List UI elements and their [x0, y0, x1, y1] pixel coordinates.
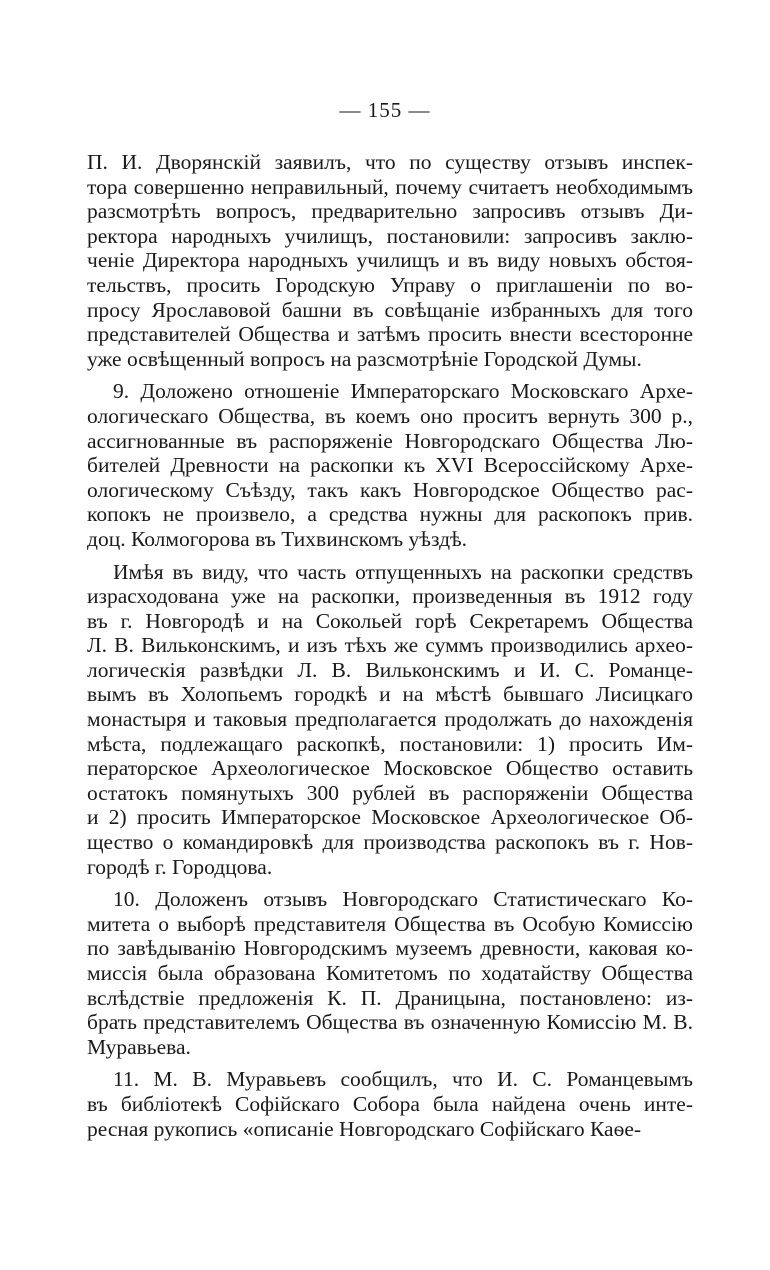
- text-line: въ г. Новгородѣ и на Сокольей горѣ Секретаремъ Общества: [87, 608, 693, 633]
- text-line: монастыря и таковыя предполагается продолжать до нахожденія: [87, 707, 693, 732]
- text-line: 11. М. В. Муравьевъ сообщилъ, что И. С. Романцевымъ: [113, 1067, 693, 1092]
- text-line: въ библіотекѣ Софійскаго Собора была найдена очень инте-: [87, 1091, 693, 1116]
- page-number: — 155 —: [339, 98, 431, 122]
- text-line: доц. Колмогорова въ Тихвинскомъ уѣздѣ.: [87, 526, 468, 551]
- text-line: логическія развѣдки Л. В. Вильконскимъ и И. С. Романце-: [87, 657, 693, 682]
- text-line: ператорское Археологическое Московское Общество оставить: [87, 756, 693, 781]
- text-line: просу Ярославовой башни въ совѣщаніе избранныхъ для того: [87, 297, 693, 322]
- text-line: бителей Древности на раскопки къ XVI Всероссійскому Архе-: [87, 453, 693, 478]
- text-line: Имѣя въ виду, что часть отпущенныхъ на раскопки средствъ: [113, 559, 693, 584]
- text-line: Л. В. Вильконскимъ, и изъ тѣхъ же суммъ производились архео-: [87, 633, 693, 658]
- text-line: представителей Общества и затѣмъ просить внести всесторонне: [87, 322, 693, 347]
- text-line: Муравьева.: [87, 1034, 191, 1059]
- text-line: брать представителемъ Общества въ означенную Комиссію М. В.: [87, 1010, 693, 1035]
- text-line: по завѣдыванію Новгородскимъ музеемъ древности, каковая ко-: [87, 936, 693, 961]
- text-line: израсходована уже на раскопки, произведенныя въ 1912 году: [87, 584, 693, 609]
- paragraph: [87, 150, 693, 371]
- text-line: ректора народныхъ училищъ, постановили: запросивъ заклю-: [87, 223, 693, 248]
- text-line: тельствъ, просить Городскую Управу о приглашеніи по во-: [87, 272, 693, 297]
- body-text: [87, 150, 693, 1149]
- text-line: митета о выборѣ представителя Общества въ Особую Комиссію: [87, 911, 693, 936]
- text-line: тора совершенно неправильный, почему считаетъ необходимымъ: [87, 174, 693, 199]
- paragraph: [87, 1067, 693, 1141]
- text-line: П. И. Дворянскій заявилъ, что по существу отзывъ инспек-: [87, 150, 693, 174]
- text-line: ресная рукопись «описаніе Новгородскаго Софійскаго Каѳе-: [87, 1116, 642, 1141]
- text-line: щество о командировкѣ для производства раскопокъ въ г. Нов-: [87, 830, 693, 855]
- paragraph: [87, 560, 693, 880]
- paragraph: [87, 379, 693, 551]
- text-line: остатокъ помянутыхъ 300 рублей въ распоряженіи Общества: [87, 780, 693, 805]
- text-line: уже освѣщенный вопросъ на разсмотрѣніе Городской Думы.: [87, 346, 642, 371]
- text-line: 9. Доложено отношеніе Императорскаго Московскаго Архе-: [113, 379, 693, 404]
- paragraph: [87, 887, 693, 1059]
- text-line: мѣста, подлежащаго раскопкѣ, постановили: 1) просить Им-: [87, 731, 693, 756]
- text-line: разсмотрѣть вопросъ, предварительно запросивъ отзывъ Ди-: [87, 199, 693, 224]
- text-line: 10. Доложенъ отзывъ Новгородскаго Статистическаго Ко-: [113, 887, 693, 912]
- text-line: копокъ не произвело, а средства нужны для раскопокъ прив.: [87, 502, 693, 527]
- text-line: ассигнованные въ распоряженіе Новгородскаго Общества Лю-: [87, 428, 693, 453]
- text-line: миссія была образована Комитетомъ по ходатайству Общества: [87, 961, 693, 985]
- text-line: городѣ г. Городцова.: [87, 854, 273, 879]
- text-line: и 2) просить Императорское Московское Археологическое Об-: [87, 805, 693, 830]
- text-line: ологическаго Общества, въ коемъ оно проситъ вернуть 300 р.,: [87, 403, 693, 428]
- text-line: вымъ въ Холопьемъ городкѣ и на мѣстѣ бывшаго Лисицкаго: [87, 682, 693, 707]
- text-line: ченіе Директора народныхъ училищъ и въ виду новыхъ обстоя-: [87, 248, 693, 273]
- text-line: ологическому Съѣзду, такъ какъ Новгородское Общество рас-: [87, 477, 693, 502]
- text-line: вслѣдствіе предложенія К. П. Драницына, постановлено: из-: [87, 985, 693, 1010]
